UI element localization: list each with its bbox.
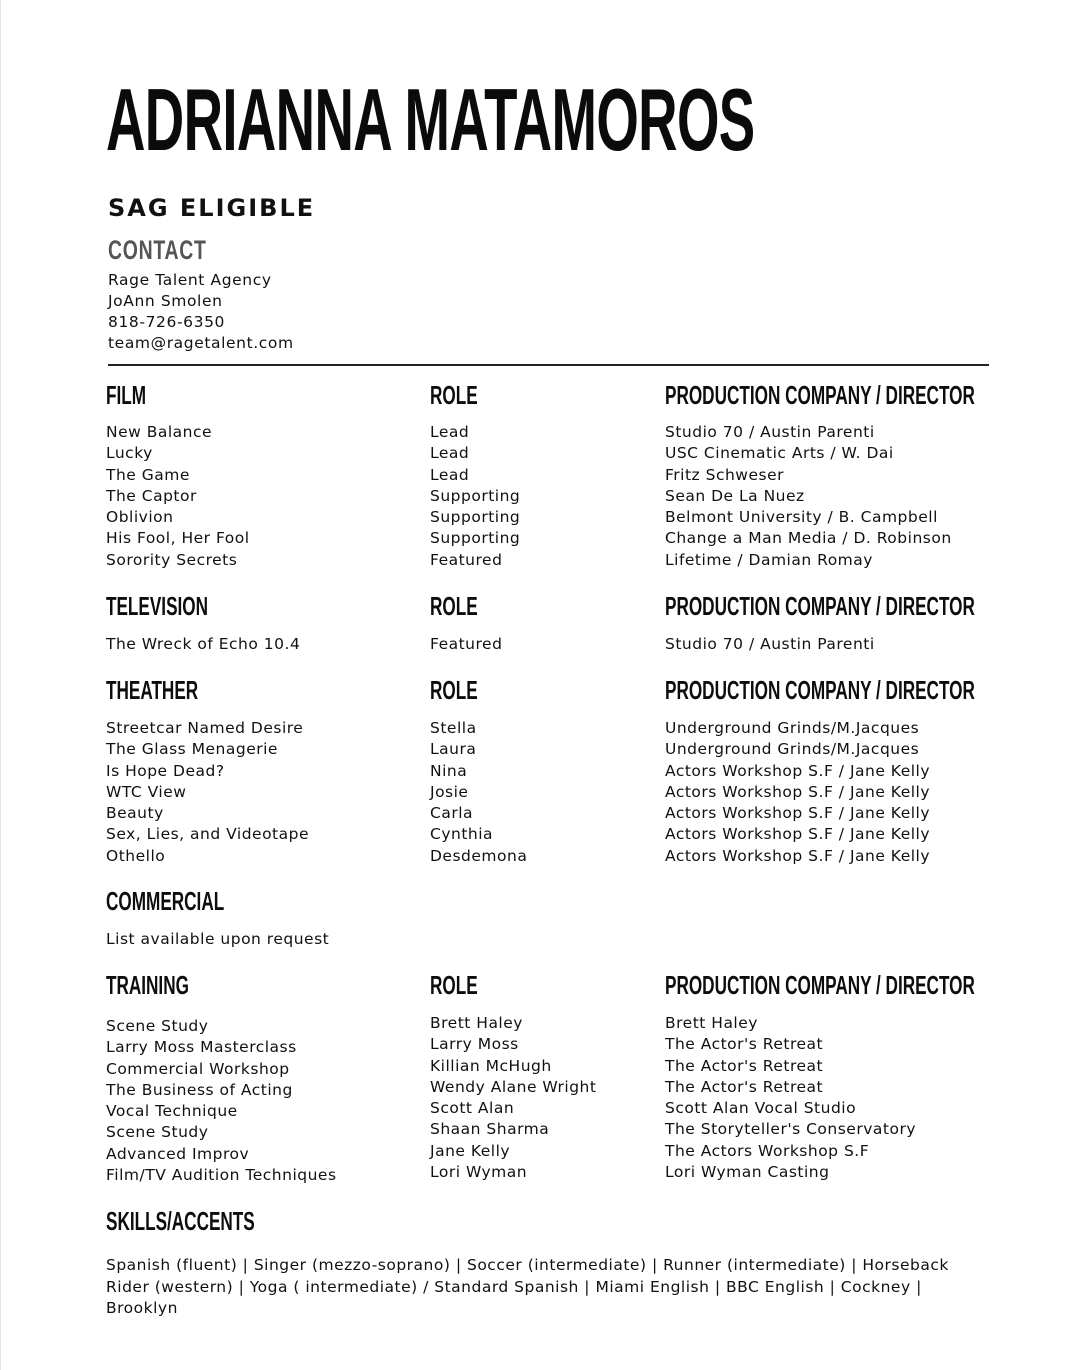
training-courses — [106, 1016, 337, 1186]
theater-company-heading: PRODUCTION COMPANY / DIRECTOR — [665, 675, 975, 705]
film-companies-item: Fritz Schweser — [665, 465, 784, 484]
theater-companies-item: Actors Workshop S.F / Jane Kelly — [665, 761, 931, 780]
television-companies-item: Studio 70 / Austin Parenti — [665, 635, 875, 653]
training-courses-item: Commercial Workshop — [106, 1059, 290, 1078]
television-companies — [665, 634, 875, 655]
theater-titles-item: WTC View — [106, 782, 187, 801]
television-titles-item: The Wreck of Echo 10.4 — [106, 635, 301, 653]
film-role-heading: ROLE — [430, 380, 478, 410]
television-heading: TELEVISION — [106, 591, 209, 621]
training-companies-item: The Actors Workshop S.F — [665, 1141, 870, 1160]
film-companies-item: Lifetime / Damian Romay — [665, 550, 873, 569]
film-titles — [106, 422, 250, 571]
theater-roles-item: Cynthia — [430, 825, 494, 844]
television-titles — [106, 634, 300, 655]
theater-heading: THEATHER — [106, 675, 199, 705]
television-roles — [430, 634, 502, 655]
training-companies-item: The Actor's Retreat — [665, 1056, 824, 1075]
training-courses-item: The Business of Acting — [106, 1080, 293, 1099]
training-courses-item: Advanced Improv — [106, 1144, 250, 1163]
training-companies-item: Brett Haley — [665, 1014, 758, 1032]
film-titles-item: Lucky — [106, 444, 153, 463]
film-companies-item: Change a Man Media / D. Robinson — [665, 529, 952, 548]
theater-titles-item: Is Hope Dead? — [106, 761, 225, 780]
film-roles — [430, 422, 520, 571]
film-companies-item: USC Cinematic Arts / W. Dai — [665, 444, 894, 463]
training-companies-item: The Actor's Retreat — [665, 1035, 824, 1054]
film-titles-item: The Game — [106, 465, 190, 484]
contact-agency: Rage Talent Agency — [108, 271, 272, 289]
theater-companies — [665, 718, 930, 867]
film-roles-item: Featured — [430, 550, 503, 569]
film-titles-item: New Balance — [106, 423, 213, 441]
theater-titles-item: Othello — [106, 846, 166, 865]
training-companies-item: The Actor's Retreat — [665, 1077, 824, 1096]
theater-roles — [430, 718, 527, 867]
training-courses-item: Scene Study — [106, 1017, 209, 1035]
training-teachers-item: Larry Moss — [430, 1035, 519, 1054]
theater-roles-item: Josie — [430, 782, 469, 801]
film-titles-item: The Captor — [106, 486, 197, 505]
theater-roles-item: Stella — [430, 719, 477, 737]
film-roles-item: Lead — [430, 465, 470, 484]
film-roles-item: Lead — [430, 444, 470, 463]
training-companies-item: Lori Wyman Casting — [665, 1163, 830, 1182]
theater-titles-item: Beauty — [106, 804, 164, 823]
training-teachers-item: Killian McHugh — [430, 1056, 552, 1075]
training-role-heading: ROLE — [430, 970, 478, 1000]
theater-companies-item: Underground Grinds/M.Jacques — [665, 719, 920, 737]
theater-titles-item: Sex, Lies, and Videotape — [106, 825, 310, 844]
contact-agent: JoAnn Smolen — [108, 292, 223, 310]
film-companies-item: Belmont University / B. Campbell — [665, 508, 938, 527]
television-role-heading: ROLE — [430, 591, 478, 621]
theater-titles-item: The Glass Menagerie — [106, 740, 278, 759]
training-courses-item: Vocal Technique — [106, 1102, 238, 1121]
film-roles-item: Supporting — [430, 529, 521, 548]
film-titles-item: His Fool, Her Fool — [106, 529, 250, 548]
theater-titles-item: Streetcar Named Desire — [106, 719, 304, 737]
commercial-heading: COMMERCIAL — [106, 886, 225, 916]
actor-name: ADRIANNA MATAMOROS — [106, 70, 755, 169]
training-teachers-item: Scott Alan — [430, 1099, 515, 1118]
union-status: SAG ELIGIBLE — [108, 194, 316, 222]
training-teachers — [430, 1013, 596, 1183]
film-roles-item: Supporting — [430, 508, 521, 527]
training-heading: TRAINING — [106, 970, 189, 1000]
film-titles-item: Oblivion — [106, 508, 174, 527]
contact-email: team@ragetalent.com — [108, 334, 294, 352]
film-roles-item: Lead — [430, 423, 470, 441]
theater-roles-item: Nina — [430, 761, 468, 780]
theater-companies-item: Actors Workshop S.F / Jane Kelly — [665, 782, 931, 801]
theater-companies-item: Actors Workshop S.F / Jane Kelly — [665, 804, 931, 823]
theater-companies-item: Actors Workshop S.F / Jane Kelly — [665, 846, 931, 865]
skills-heading: SKILLS/ACCENTS — [106, 1206, 255, 1236]
film-roles-item: Supporting — [430, 486, 521, 505]
theater-companies-item: Actors Workshop S.F / Jane Kelly — [665, 825, 931, 844]
training-companies-item: The Storyteller's Conservatory — [665, 1120, 916, 1139]
theater-companies-item: Underground Grinds/M.Jacques — [665, 740, 920, 759]
theater-role-heading: ROLE — [430, 675, 478, 705]
film-companies-item: Studio 70 / Austin Parenti — [665, 423, 875, 441]
page-border — [0, 0, 1, 1370]
theater-roles-item: Laura — [430, 740, 477, 759]
training-teachers-item: Wendy Alane Wright — [430, 1077, 597, 1096]
theater-titles — [106, 718, 309, 867]
film-titles-item: Sorority Secrets — [106, 550, 238, 569]
film-company-heading: PRODUCTION COMPANY / DIRECTOR — [665, 380, 975, 410]
commercial-text: List available upon request — [106, 930, 330, 948]
training-teachers-item: Brett Haley — [430, 1014, 523, 1032]
training-companies — [665, 1013, 916, 1183]
television-company-heading: PRODUCTION COMPANY / DIRECTOR — [665, 591, 975, 621]
contact-phone: 818-726-6350 — [108, 313, 226, 331]
theater-roles-item: Carla — [430, 804, 473, 823]
training-courses-item: Larry Moss Masterclass — [106, 1038, 297, 1057]
television-roles-item: Featured — [430, 635, 503, 653]
theater-roles-item: Desdemona — [430, 846, 528, 865]
contact-block — [108, 270, 294, 354]
training-courses-item: Scene Study — [106, 1123, 209, 1142]
divider — [108, 364, 989, 366]
training-companies-item: Scott Alan Vocal Studio — [665, 1099, 857, 1118]
film-heading: FILM — [106, 380, 147, 410]
training-company-heading: PRODUCTION COMPANY / DIRECTOR — [665, 970, 975, 1000]
skills-text: Spanish (fluent) | Singer (mezzo-soprano) | Soccer (intermediate) | Runner (intermediate) | Horseback Rider (western) | Yoga ( intermediate) / Standard Spanish | Miami English | BBC English | Cockney | Brooklyn — [106, 1256, 949, 1317]
training-teachers-item: Jane Kelly — [430, 1141, 511, 1160]
film-companies — [665, 422, 952, 571]
training-teachers-item: Lori Wyman — [430, 1163, 528, 1182]
contact-heading: CONTACT — [108, 235, 207, 265]
training-courses-item: Film/TV Audition Techniques — [106, 1166, 337, 1185]
training-teachers-item: Shaan Sharma — [430, 1120, 550, 1139]
film-companies-item: Sean De La Nuez — [665, 486, 805, 505]
